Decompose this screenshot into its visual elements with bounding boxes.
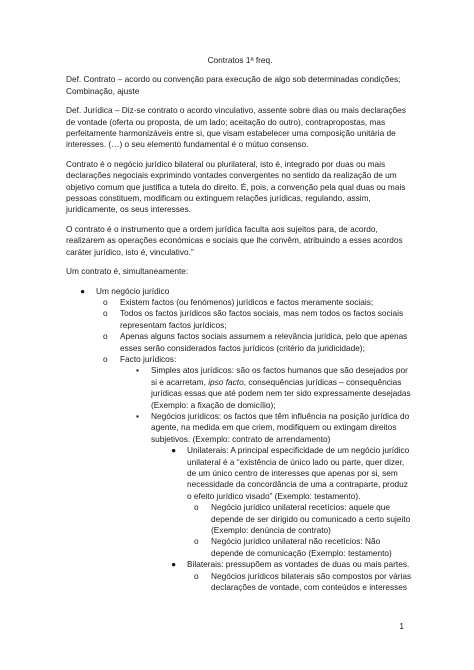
circle-bullet-icon: o — [103, 308, 108, 319]
page-number: 1 — [399, 621, 404, 631]
list-item-text: Bilaterais: pressupõem as vontades de duas ou mais partes. — [187, 559, 410, 570]
paragraph: Def. Contrato – acordo ou convenção para execução de algo sob determinadas condições; Combinação, ajuste — [66, 74, 401, 96]
square-bullet-icon: ▪ — [136, 410, 139, 421]
list-item — [66, 331, 414, 354]
document-title: Contratos 1ª freq. — [207, 55, 273, 65]
circle-bullet-icon: o — [103, 296, 108, 307]
list-item — [66, 297, 414, 308]
bullet-icon: ● — [171, 559, 177, 570]
square-bullet-icon: ▪ — [136, 365, 139, 376]
paragraph: Contrato é o negócio jurídico bilateral ou plurilateral, isto é, integrado por duas ou mais declarações negociais exprimindo vontades convergentes no sentido da realização de um objetivo comum que justifica a tutela do direito. É, pois, a convenção pela qual duas ou mais pessoas constituem, modificam ou extinguem relações jurídicas, regulando, assim, juridicamente, os seus interesses. — [66, 158, 406, 215]
list-item — [66, 308, 414, 331]
list-item-text: Negócio jurídico unilateral não recetícios: Não depende de comunicação (Exemplo: testamento) — [211, 536, 392, 558]
list-item — [66, 502, 414, 536]
list-item-text: Apenas alguns factos sociais assumem a relevância jurídica, pelo que apenas esses serão considerados factos jurídicos (critério da juridicidade); — [120, 331, 408, 353]
circle-bullet-icon: o — [103, 331, 108, 342]
list-item-text-part: Simples atos jurídicos: são os factos humanos que são desejados por si e acarretam, — [151, 365, 408, 387]
list-item — [66, 445, 414, 502]
list-item — [66, 354, 414, 365]
circle-bullet-icon: o — [194, 570, 199, 581]
list-item-text-part: , consequências jurídicas – consequências jurídicas essas que até podem nem ter sido expressamente desejadas (Exemplo: a fixação de domicílio); — [151, 376, 411, 410]
list-item-text: Um negócio jurídico — [96, 285, 170, 296]
circle-bullet-icon: o — [194, 502, 199, 513]
list-item — [66, 559, 414, 570]
list-item-text: Todos os factos jurídicos são factos sociais, mas nem todos os factos sociais representam factos jurídicos; — [120, 308, 404, 330]
list-item — [66, 286, 414, 297]
list-item-text: Negócios jurídicos: os factos que têm influência na posição jurídica do agente, na medida em que criem, modifiquem ou extingam direitos subjetivos. (Exemplo: contrato de arrendamento) — [151, 410, 410, 444]
bullet-icon: ● — [80, 285, 86, 296]
list-item — [66, 536, 414, 559]
document-content — [66, 55, 414, 593]
paragraph: O contrato é o instrumento que a ordem jurídica faculta aos sujeitos para, de acordo, realizarem as operações económicas e sociais que lhe convêm, atribuindo a esses acordos caráter jurídico, isto é, vinculativo.” — [66, 223, 403, 257]
list-item-text: Negócios jurídicos bilaterais são compostos por várias declarações de vontade, com conteúdos e interesses — [211, 570, 412, 593]
circle-bullet-icon: o — [194, 536, 199, 547]
list-item — [66, 365, 414, 411]
circle-bullet-icon: o — [103, 353, 108, 364]
paragraph: Def. Jurídica – Diz-se contrato o acordo vinculativo, assente sobre dias ou mais declarações de vontade (oferta ou proposta, de um lado; aceitação do outro), contrapropostas, mas perfeitamente harmonizáveis entre si, que visam estabelecer uma composição unitária de interesses. (…) o seu elemento fundamental é o mútuo consenso. — [66, 105, 406, 150]
list-item-text — [151, 365, 411, 409]
bullet-icon: ● — [171, 445, 177, 456]
paragraph: Um contrato é, simultaneamente: — [66, 266, 189, 277]
list-item-text: Existem factos (ou fenómenos) jurídicos e factos meramente sociais; — [120, 296, 374, 307]
emphasis-text: ipso facto — [208, 376, 244, 387]
list-item-text: Unilaterais: A principal especificidade de um negócio jurídico unilateral é a “existência de único lado ou parte, quer dizer, de um único centro de interesses que apenas por si, sem necessidade da concordância de uma a contraparte, produz o efeito jurídico visado” (Exemplo: testamento). — [187, 445, 410, 501]
outline-list — [66, 286, 414, 594]
list-item — [66, 571, 414, 594]
list-item — [66, 411, 414, 445]
list-item-text: Negócio jurídico unilateral recetícios: aquele que depende de ser dirigido ou comunicado a certo sujeito (Exemplo: denúncia de contrato) — [211, 502, 411, 536]
list-item-text: Facto jurídicos: — [120, 353, 177, 364]
